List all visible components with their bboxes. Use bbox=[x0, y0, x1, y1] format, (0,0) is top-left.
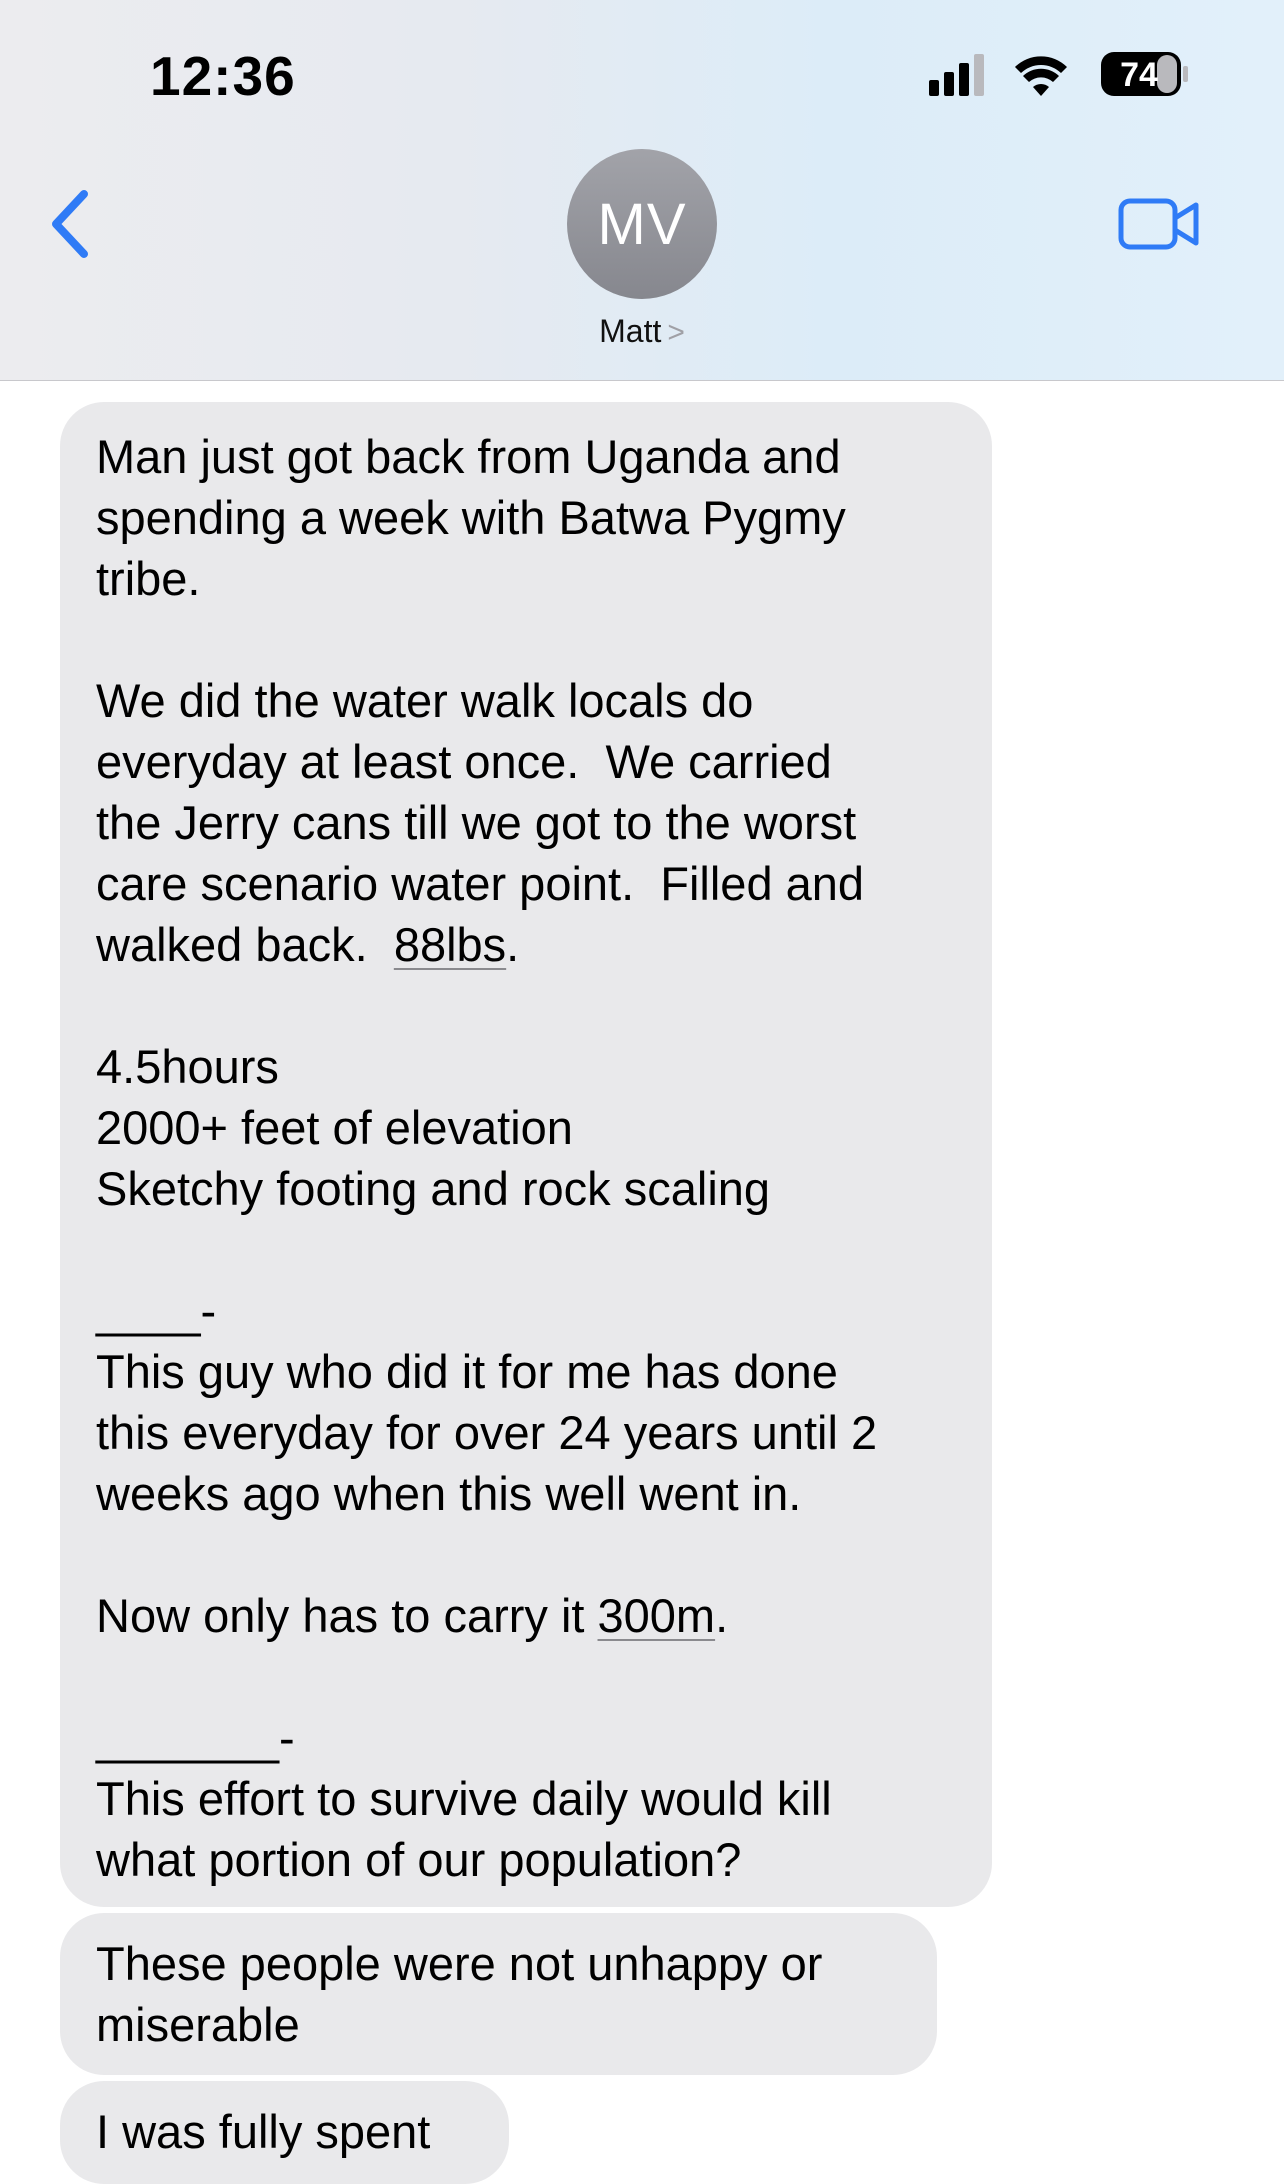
conversation-header bbox=[0, 0, 1284, 381]
message-text-line: Sketchy footing and rock scaling bbox=[96, 1162, 771, 1215]
message-text-line: I was fully spent bbox=[96, 2105, 431, 2158]
chevron-right-icon: > bbox=[667, 316, 685, 349]
message-text-line: what portion of our population? bbox=[96, 1833, 742, 1886]
message-text-line: ____- bbox=[96, 1284, 217, 1337]
message-text-line: weeks ago when this well went in. bbox=[96, 1467, 802, 1520]
message-text-line bbox=[96, 914, 956, 975]
avatar-initials: MV bbox=[597, 191, 687, 257]
status-icons bbox=[929, 50, 1189, 100]
message-text-line: 2000+ feet of elevation bbox=[96, 1101, 573, 1154]
contact-name: Matt bbox=[599, 313, 662, 349]
message-text-segment: . bbox=[715, 1589, 729, 1642]
blank-line bbox=[96, 1524, 956, 1585]
battery-icon bbox=[1101, 52, 1188, 96]
message-text-line: This guy who did it for me has done bbox=[96, 1345, 838, 1398]
message-text-segment: . bbox=[506, 918, 520, 971]
message-bubble-received[interactable] bbox=[60, 2081, 509, 2184]
message-bubble-received[interactable] bbox=[60, 402, 992, 1907]
message-text-line: care scenario water point. Filled and bbox=[96, 857, 865, 910]
message-text-line: tribe. bbox=[96, 552, 201, 605]
back-chevron-icon[interactable] bbox=[44, 186, 100, 262]
message-text-line bbox=[96, 1585, 956, 1646]
message-bubble-received[interactable] bbox=[60, 1913, 937, 2075]
message-text-line: this everyday for over 24 years until 2 bbox=[96, 1406, 878, 1459]
blank-line bbox=[96, 1646, 956, 1707]
message-text-line: 4.5hours bbox=[96, 1040, 279, 1093]
facetime-video-icon[interactable] bbox=[1118, 198, 1200, 250]
message-text-segment: walked back. bbox=[96, 918, 394, 971]
contact-name-button[interactable] bbox=[0, 313, 1284, 350]
blank-line bbox=[96, 1219, 956, 1280]
message-text-line: We did the water walk locals do bbox=[96, 674, 754, 727]
contact-avatar[interactable] bbox=[567, 149, 717, 299]
message-text-line: These people were not unhappy or bbox=[96, 1937, 823, 1990]
message-text-line: spending a week with Batwa Pygmy bbox=[96, 491, 846, 544]
unit-conversion-link[interactable]: 88lbs bbox=[393, 918, 507, 971]
unit-conversion-link[interactable]: 300m bbox=[597, 1589, 716, 1642]
message-text-line: This effort to survive daily would kill bbox=[96, 1772, 832, 1825]
message-text-segment: Now only has to carry it bbox=[96, 1589, 598, 1642]
message-text-line: _______- bbox=[96, 1711, 295, 1764]
cellular-signal-icon bbox=[929, 54, 984, 96]
message-text-line: miserable bbox=[96, 1998, 300, 2051]
blank-line bbox=[96, 609, 956, 670]
message-text-line: Man just got back from Uganda and bbox=[96, 430, 841, 483]
message-text-line: the Jerry cans till we got to the worst bbox=[96, 796, 857, 849]
battery-level: 74 bbox=[1120, 56, 1158, 94]
wifi-icon bbox=[1015, 56, 1067, 96]
status-time: 12:36 bbox=[150, 45, 296, 107]
message-text-line: everyday at least once. We carried bbox=[96, 735, 832, 788]
blank-line bbox=[96, 975, 956, 1036]
